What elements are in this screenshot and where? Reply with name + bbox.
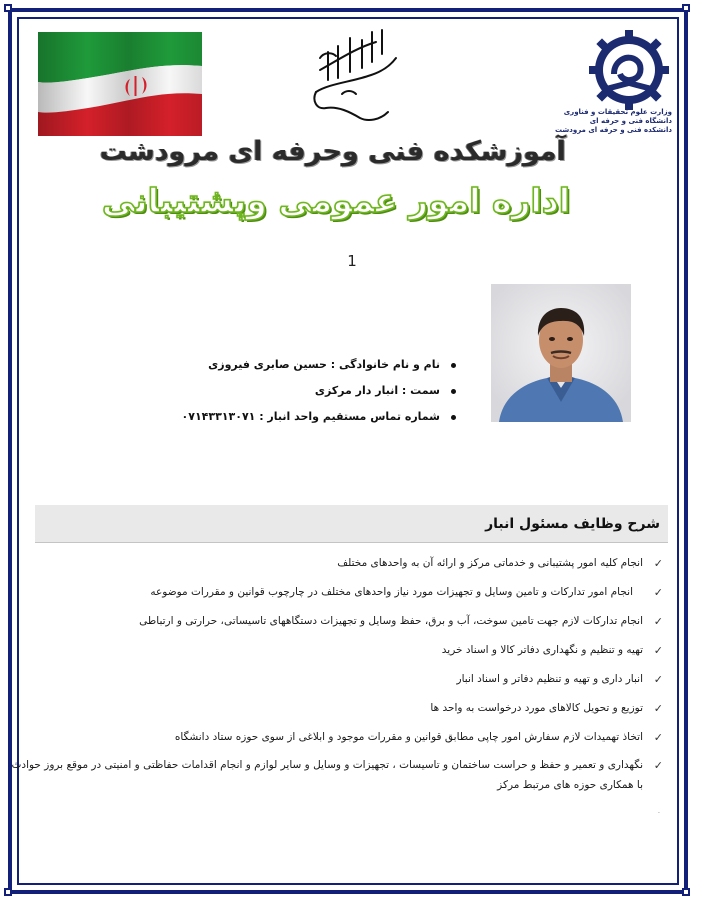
duty-text: انجام تدارکات لازم جهت تامین سوخت، آب و برق، حفظ وسایل و تجهیزات دستگاههای تاسیساتی، حرارتی و ارتباطی <box>139 615 643 627</box>
logo-caption <box>554 108 672 135</box>
list-item <box>40 644 663 673</box>
checkmark-icon: ✓ <box>653 586 663 599</box>
logo-caption-line: وزارت علوم تحقیقات و فناوری <box>563 108 672 116</box>
border-corner <box>682 888 690 896</box>
checkmark-icon: ✓ <box>653 702 663 715</box>
list-item-continuation <box>40 779 663 799</box>
logo-caption-line: دانشگاه فنی و حرفه ای <box>589 117 672 125</box>
checkmark-icon: ✓ <box>653 557 663 570</box>
page-number: 1 <box>347 252 357 270</box>
section-title: شرح وظایف مسئول انبار <box>35 505 668 543</box>
list-item <box>40 673 663 702</box>
duty-text: انبار داری و تهیه و تنظیم دفاتر و اسناد انبار <box>456 673 643 685</box>
list-item <box>40 615 663 644</box>
duty-text: توزیع و تحویل کالاهای مورد درخواست به واحد ها <box>430 702 643 714</box>
checkmark-icon: ✓ <box>653 759 663 772</box>
duty-text: نگهداری و تعمیر و حفظ و حراست ساختمان و تاسیسات ، تجهیزات و وسایل و سایر لوازم و انجام اقدامات حفاظتی و امنیتی در موقع بروز حوادث <box>11 759 643 771</box>
profile-info-list <box>180 352 458 430</box>
university-logo <box>584 30 674 110</box>
profile-name: نام و نام خانوادگی : حسین صابری فیروزی <box>180 352 458 378</box>
profile-position: سمت : انبار دار مرکزی <box>180 378 458 404</box>
checkmark-icon: ✓ <box>653 731 663 744</box>
border-corner <box>4 888 12 896</box>
border-corner <box>682 4 690 12</box>
checkmark-icon: ✓ <box>653 615 663 628</box>
border-corner <box>4 4 12 12</box>
duty-text: با همکاری حوزه های مرتبط مرکز <box>497 779 643 791</box>
profile-phone: شماره تماس مستقیم واحد انبار : ۰۷۱۴۳۳۱۳۰۷۱ <box>180 404 458 430</box>
duty-text: انجام کلیه امور پشتیبانی و خدماتی مرکز و ارائه آن به واحدهای مختلف <box>337 557 643 569</box>
list-item <box>40 731 663 759</box>
list-item <box>40 557 663 586</box>
profile-photo <box>491 284 631 422</box>
basmala-calligraphy <box>298 22 410 122</box>
stray-dot: . <box>658 808 660 815</box>
checkmark-icon: ✓ <box>653 673 663 686</box>
logo-caption-line: دانشکده فنی و حرفه ای مرودشت <box>554 126 672 134</box>
list-item <box>11 759 663 779</box>
duties-list <box>11 557 663 799</box>
department-title: اداره امور عمومی وپشتیبانی <box>101 181 570 220</box>
iran-flag-image <box>38 32 202 136</box>
list-item <box>40 586 663 615</box>
duty-text: تهیه و تنظیم و نگهداری دفاتر کالا و اسناد خرید <box>441 644 643 656</box>
list-item <box>40 702 663 731</box>
duty-text: اتخاذ تهمیدات لازم سفارش امور چاپی مطابق قوانین و مقررات موجود و ابلاغی از سوی حوزه ستاد دانشگاه <box>174 731 643 743</box>
institution-title: آموزشکده فنی وحرفه ای مرودشت <box>99 136 566 167</box>
duty-text: انجام امور تدارکات و تامین وسایل و تجهیزات مورد نیاز واحدهای مختلف در چارچوب قوانین و مقررات موضوعه <box>150 586 633 598</box>
checkmark-icon: ✓ <box>653 644 663 657</box>
